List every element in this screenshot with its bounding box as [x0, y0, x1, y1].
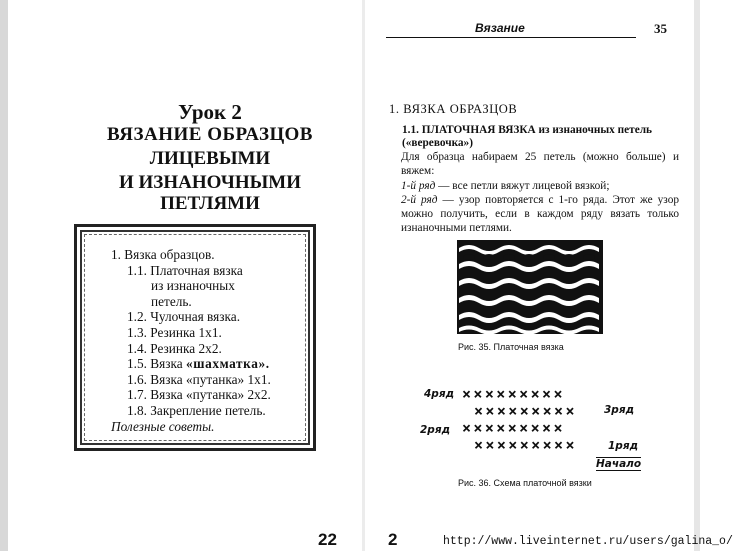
lesson-title-line-4: ПЕТЛЯМИ	[160, 193, 260, 214]
scheme-row-4-label: 4ряд	[424, 388, 455, 400]
section-heading: 1. ВЯЗКА ОБРАЗЦОВ	[389, 102, 518, 116]
toc-item-1-2: 1.2. Чулочная вязка.	[127, 309, 241, 325]
toc-item-1-4: 1.4. Резинка 2х2.	[127, 340, 222, 356]
scheme-row-3-label: 3ряд	[604, 404, 635, 416]
lesson-title-line-2: ЛИЦЕВЫМИ	[149, 148, 271, 169]
toc-tips: Полезные советы.	[111, 418, 215, 434]
book-gutter	[362, 0, 365, 551]
left-page-mark-2: 2	[388, 530, 398, 549]
toc-item-1: 1. Вязка образцов.	[111, 247, 215, 262]
right-scan-edge	[694, 0, 700, 551]
lesson-number: Урок 2	[178, 100, 242, 124]
figure-36-caption: Рис. 36. Схема платочной вязки	[458, 478, 592, 488]
paragraph-2	[389, 179, 679, 193]
garter-stitch-swatch-image	[457, 240, 603, 334]
lesson-title-line-1: ВЯЗАНИЕ ОБРАЗЦОВ	[107, 124, 313, 145]
paragraph-3	[389, 193, 679, 236]
left-scan-edge	[0, 0, 8, 551]
toc-item-1-6: 1.6. Вязка «путанка» 1х1.	[127, 371, 271, 387]
toc-item-1-1: 1.1. Платочная вязка	[127, 262, 243, 278]
scheme-row: ×××××××××	[474, 436, 577, 454]
toc-item-1-5-label: 1.5. Вязка	[127, 356, 183, 372]
scheme-start-label: Начало	[596, 458, 642, 470]
toc-item-1-1-line-2: из изнаночных	[151, 278, 235, 294]
scheme-row: ×××××××××	[474, 402, 577, 420]
toc-item-1-5	[111, 356, 311, 372]
left-page-mark-1: 22	[318, 530, 337, 549]
contents-frame	[74, 224, 316, 451]
toc-item-1-7: 1.7. Вязка «путанка» 2х2.	[127, 387, 271, 403]
figure-35-caption: Рис. 35. Платочная вязка	[458, 342, 564, 352]
toc-item-1-5-name: «шахматка».	[186, 356, 270, 372]
toc-item-1-1-line-3: петель.	[151, 293, 192, 309]
row-2-label: 2-й ряд	[401, 193, 438, 206]
row-1-label: 1-й ряд	[401, 179, 436, 192]
paragraph-1: Для образца набираем 25 петель (можно больше) и вяжем:	[401, 151, 679, 178]
running-header-rule	[386, 37, 636, 38]
lesson-title-line-3: И ИЗНАНОЧНЫМИ	[118, 172, 301, 193]
page-number: 35	[654, 21, 667, 36]
scheme-row-1-label: 1ряд	[608, 440, 639, 452]
paragraph-2-text: — все петли вяжут лицевой вязкой;	[435, 179, 610, 192]
toc-item-1-8: 1.8. Закрепление петель.	[127, 402, 266, 418]
body-text	[389, 150, 679, 236]
scheme-row-2-label: 2ряд	[420, 424, 451, 436]
paragraph-3-text: — узор повторяется с 1-го ряда. Этот же узор можно получить, если в каждом ряду вязать только изнаночными петлями.	[401, 193, 679, 235]
toc-item-1-3: 1.3. Резинка 1х1.	[127, 324, 222, 340]
contents-list	[111, 247, 311, 434]
scheme-row: ×××××××××	[462, 419, 565, 437]
source-url: http://www.liveinternet.ru/users/galina_o/	[443, 535, 733, 548]
subsection-heading: 1.1. ПЛАТОЧНАЯ ВЯЗКА из изнаночных петель («веревочка»)	[402, 124, 653, 149]
running-header-title: Вязание	[475, 21, 525, 35]
scheme-row: ×××××××××	[462, 385, 565, 403]
